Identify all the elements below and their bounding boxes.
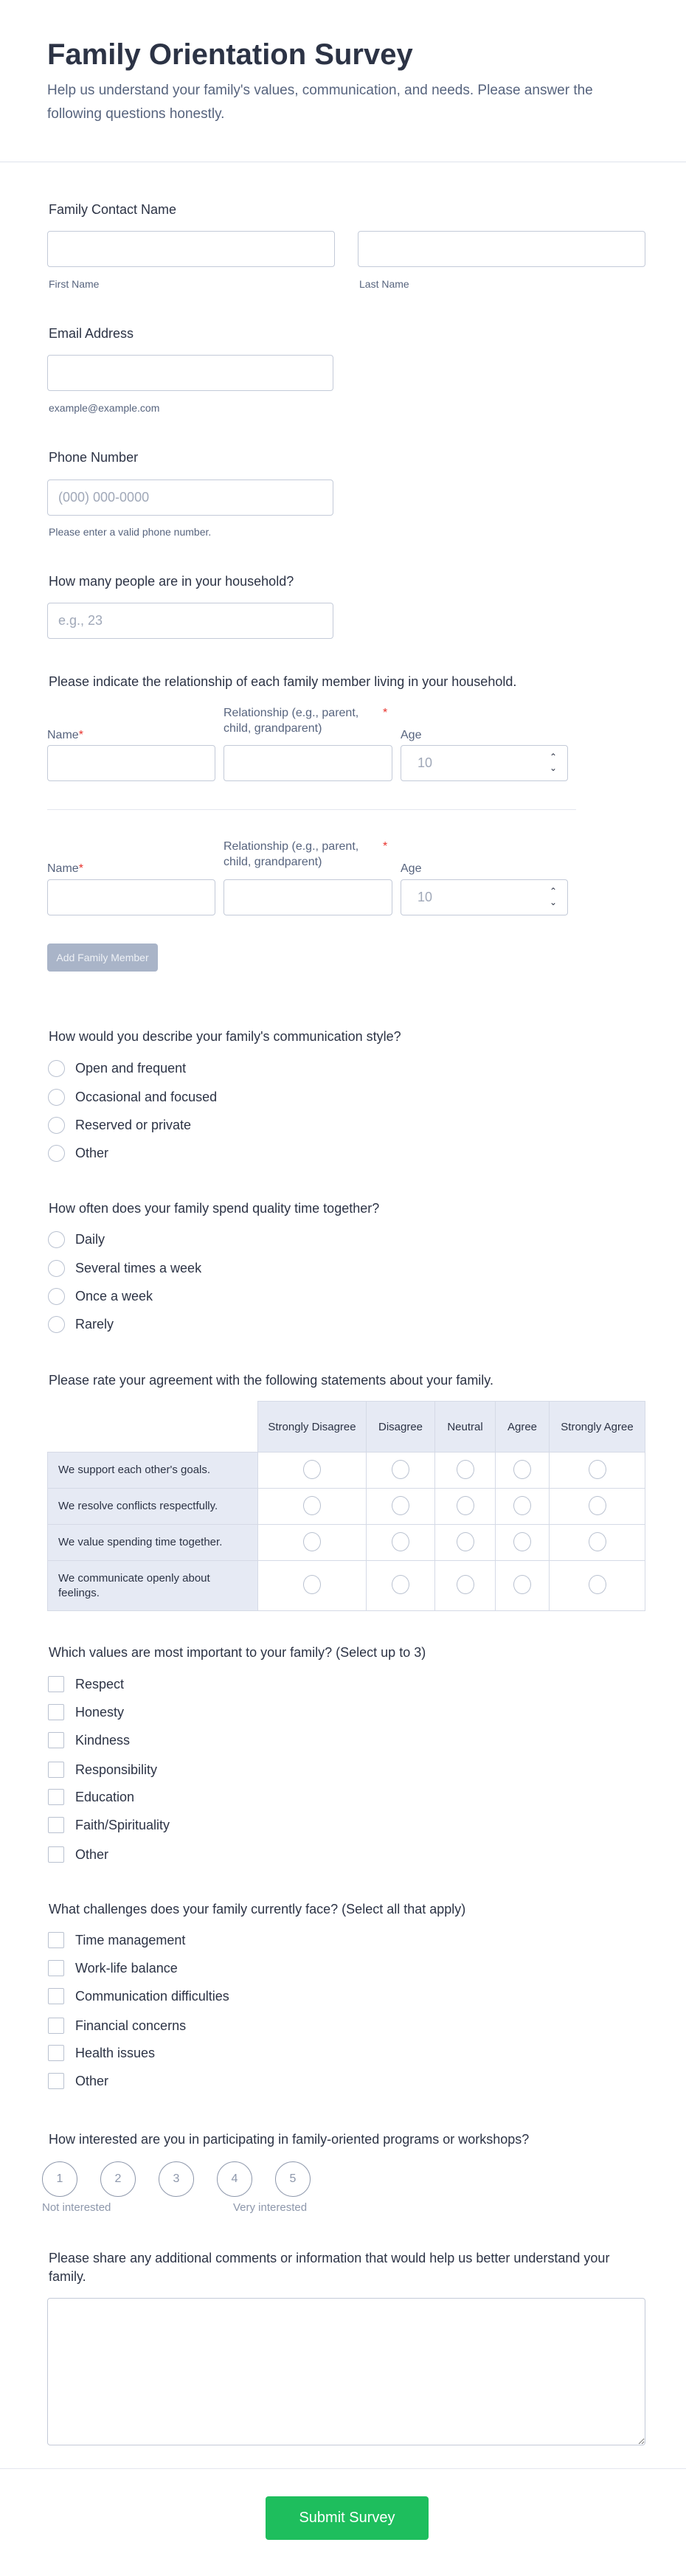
option-label: Reserved or private	[75, 1117, 192, 1132]
radio-icon[interactable]	[392, 1460, 409, 1479]
check-icon[interactable]	[48, 1704, 64, 1720]
matrix-cell[interactable]	[496, 1453, 550, 1489]
member-age-input[interactable]	[401, 745, 568, 781]
required-mark: *	[78, 862, 83, 875]
option-label: Rarely	[75, 1316, 114, 1332]
member-relationship-header	[224, 839, 397, 870]
communication-option[interactable]	[48, 1116, 191, 1134]
matrix-cell[interactable]	[496, 1561, 550, 1611]
option-label: Work-life balance	[75, 1960, 178, 1976]
option-label: Communication difficulties	[75, 1988, 229, 2004]
challenges-option[interactable]	[48, 1987, 229, 2005]
challenges-label: What challenges does your family currently face? (Select all that apply)	[49, 1902, 466, 1917]
check-icon[interactable]	[48, 1676, 64, 1692]
check-icon[interactable]	[48, 1932, 64, 1948]
challenges-option[interactable]	[48, 2072, 108, 2090]
submit-survey-button[interactable]: Submit Survey	[266, 2496, 429, 2540]
matrix-cell[interactable]	[367, 1525, 435, 1561]
values-option[interactable]	[48, 1675, 124, 1693]
matrix-cell[interactable]	[435, 1489, 496, 1525]
member-name-header	[47, 861, 83, 876]
last-name-input[interactable]	[358, 231, 645, 267]
radio-icon[interactable]	[48, 1089, 65, 1106]
scale-low-label: Not interested	[42, 2201, 111, 2214]
page-title: Family Orientation Survey	[47, 38, 413, 71]
matrix-row	[48, 1489, 645, 1525]
age-stepper-icon[interactable]: ⌃ ⌄	[549, 752, 557, 773]
option-label: Occasional and focused	[75, 1089, 218, 1104]
challenges-option[interactable]	[48, 2017, 186, 2035]
check-icon[interactable]	[48, 2073, 64, 2089]
matrix-row-label: We value spending time together.	[48, 1525, 258, 1561]
challenges-option[interactable]	[48, 1931, 185, 1949]
radio-icon[interactable]	[513, 1575, 531, 1594]
option-label: Open and frequent	[75, 1060, 187, 1076]
scale-option-5[interactable]: 5	[275, 2161, 311, 2197]
radio-icon[interactable]	[457, 1532, 474, 1551]
member-age-header: Age	[401, 862, 422, 875]
agreement-matrix	[47, 1401, 645, 1611]
option-label: Responsibility	[75, 1762, 158, 1777]
required-mark: *	[78, 729, 83, 741]
check-icon[interactable]	[48, 1762, 64, 1778]
email-helper: example@example.com	[49, 402, 160, 414]
radio-icon[interactable]	[589, 1496, 606, 1515]
members-label: Please indicate the relationship of each family member living in your household.	[49, 674, 517, 689]
radio-icon[interactable]	[48, 1231, 65, 1248]
option-label: Other	[75, 1145, 109, 1160]
option-label: Faith/Spirituality	[75, 1817, 170, 1832]
matrix-cell[interactable]	[550, 1561, 645, 1611]
check-icon[interactable]	[48, 1960, 64, 1976]
option-label: Other	[75, 1846, 109, 1862]
contact-name-label: Family Contact Name	[49, 202, 177, 217]
radio-icon[interactable]	[513, 1496, 531, 1515]
first-name-sublabel: First Name	[49, 278, 100, 290]
values-option[interactable]	[48, 1788, 134, 1806]
check-icon[interactable]	[48, 1789, 64, 1805]
matrix-cell[interactable]	[258, 1561, 367, 1611]
phone-label: Phone Number	[49, 450, 139, 465]
matrix-column-header: Agree	[496, 1402, 550, 1453]
radio-icon[interactable]	[48, 1260, 65, 1277]
age-stepper-icon[interactable]: ⌃ ⌄	[549, 886, 557, 907]
household-label: How many people are in your household?	[49, 574, 294, 589]
values-option[interactable]	[48, 1846, 108, 1863]
form-header	[0, 0, 686, 162]
scale-option-4[interactable]: 4	[217, 2161, 252, 2197]
radio-icon[interactable]	[303, 1496, 321, 1515]
age-placeholder: 10	[418, 755, 433, 770]
communication-option[interactable]	[48, 1059, 186, 1077]
radio-icon[interactable]	[48, 1060, 65, 1077]
matrix-cell[interactable]	[435, 1525, 496, 1561]
radio-icon[interactable]	[457, 1575, 474, 1594]
matrix-column-header: Neutral	[435, 1402, 496, 1453]
matrix-cell[interactable]	[496, 1489, 550, 1525]
age-placeholder: 10	[418, 890, 433, 904]
name-label: Name	[47, 729, 79, 741]
matrix-cell[interactable]	[258, 1453, 367, 1489]
quality-time-option[interactable]	[48, 1315, 114, 1333]
radio-icon[interactable]	[392, 1496, 409, 1515]
matrix-column-header: Disagree	[367, 1402, 435, 1453]
option-label: Other	[75, 2073, 109, 2088]
check-icon[interactable]	[48, 1846, 64, 1863]
matrix-cell[interactable]	[367, 1561, 435, 1611]
matrix-row	[48, 1525, 645, 1561]
check-icon[interactable]	[48, 1732, 64, 1748]
scale-option-3[interactable]: 3	[159, 2161, 194, 2197]
option-label: Respect	[75, 1676, 125, 1692]
option-label: Health issues	[75, 2045, 156, 2060]
member-name-input[interactable]	[47, 745, 215, 781]
quality-time-option[interactable]	[48, 1287, 153, 1305]
option-label: Several times a week	[75, 1260, 202, 1275]
challenges-option[interactable]	[48, 1959, 178, 1977]
radio-icon[interactable]	[48, 1316, 65, 1333]
matrix-row-label: We resolve conflicts respectfully.	[48, 1489, 258, 1525]
communication-option[interactable]	[48, 1144, 108, 1162]
add-family-member-button[interactable]: Add Family Member	[47, 944, 158, 972]
radio-icon[interactable]	[303, 1460, 321, 1479]
comments-textarea[interactable]	[47, 2298, 645, 2445]
option-label: Financial concerns	[75, 2018, 187, 2033]
matrix-column-header: Strongly Agree	[550, 1402, 645, 1453]
scale-option-2[interactable]: 2	[100, 2161, 136, 2197]
radio-icon[interactable]	[589, 1532, 606, 1551]
matrix-cell[interactable]	[550, 1525, 645, 1561]
option-label: Kindness	[75, 1732, 131, 1748]
scale-high-label: Very interested	[233, 2201, 308, 2214]
matrix-cell[interactable]	[367, 1453, 435, 1489]
option-label: Once a week	[75, 1288, 153, 1303]
page-subtitle: Help us understand your family's values, communication, and needs. Please answer the following questions honestly.	[47, 83, 593, 122]
relationship-label: Relationship (e.g., parent, child, grandparent)	[224, 707, 359, 735]
required-mark: *	[383, 840, 388, 853]
matrix-row	[48, 1453, 645, 1489]
email-label: Email Address	[49, 326, 134, 341]
phone-input[interactable]: (000) 000-0000	[47, 479, 333, 516]
radio-icon[interactable]	[303, 1532, 321, 1551]
challenges-option[interactable]	[48, 2044, 155, 2062]
quality-time-option[interactable]	[48, 1230, 105, 1248]
matrix-cell[interactable]	[367, 1489, 435, 1525]
member-name-input[interactable]	[47, 879, 215, 915]
values-option[interactable]	[48, 1731, 130, 1749]
quality-time-option[interactable]	[48, 1259, 201, 1277]
option-label: Education	[75, 1789, 135, 1804]
agreement-label: Please rate your agreement with the following statements about your family.	[49, 1373, 493, 1388]
option-label: Daily	[75, 1231, 105, 1247]
radio-icon[interactable]	[48, 1117, 65, 1134]
matrix-cell[interactable]	[258, 1525, 367, 1561]
member-relationship-input[interactable]	[224, 745, 392, 781]
required-mark: *	[383, 707, 388, 719]
email-input[interactable]	[47, 355, 333, 391]
radio-icon[interactable]	[392, 1575, 409, 1594]
matrix-cell[interactable]	[550, 1489, 645, 1525]
radio-icon[interactable]	[513, 1532, 531, 1551]
radio-icon[interactable]	[48, 1145, 65, 1162]
radio-icon[interactable]	[303, 1575, 321, 1594]
comments-label: Please share any additional comments or information that would help us better understand your family.	[49, 2251, 610, 2284]
values-option[interactable]	[48, 1761, 157, 1779]
member-age-input[interactable]	[401, 879, 568, 915]
matrix-cell[interactable]	[435, 1453, 496, 1489]
matrix-column-header: Strongly Disagree	[258, 1402, 367, 1453]
values-label: Which values are most important to your family? (Select up to 3)	[49, 1645, 426, 1660]
relationship-label: Relationship (e.g., parent, child, grandparent)	[224, 840, 359, 868]
quality-time-label: How often does your family spend quality time together?	[49, 1201, 380, 1216]
matrix-row	[48, 1561, 645, 1611]
matrix-cell[interactable]	[550, 1453, 645, 1489]
member-relationship-header	[224, 705, 397, 736]
name-label: Name	[47, 862, 79, 875]
matrix-corner	[48, 1402, 258, 1453]
footer-divider	[0, 2468, 686, 2469]
member-divider	[47, 809, 576, 810]
last-name-sublabel: Last Name	[359, 278, 409, 290]
interest-label: How interested are you in participating in family-oriented programs or workshops?	[49, 2132, 530, 2147]
first-name-input[interactable]	[47, 231, 335, 267]
communication-option[interactable]	[48, 1088, 217, 1106]
radio-icon[interactable]	[589, 1460, 606, 1479]
values-option[interactable]	[48, 1703, 124, 1721]
check-icon[interactable]	[48, 2018, 64, 2034]
member-relationship-input[interactable]	[224, 879, 392, 915]
values-option[interactable]	[48, 1816, 170, 1834]
member-age-header: Age	[401, 729, 422, 741]
radio-icon[interactable]	[513, 1460, 531, 1479]
matrix-row-label: We communicate openly about feelings.	[48, 1561, 258, 1611]
matrix-cell[interactable]	[496, 1525, 550, 1561]
matrix-row-label: We support each other's goals.	[48, 1453, 258, 1489]
radio-icon[interactable]	[48, 1288, 65, 1305]
scale-option-1[interactable]: 1	[42, 2161, 77, 2197]
check-icon[interactable]	[48, 2045, 64, 2061]
radio-icon[interactable]	[589, 1575, 606, 1594]
household-count-input[interactable]: e.g., 23	[47, 603, 333, 639]
matrix-cell[interactable]	[258, 1489, 367, 1525]
radio-icon[interactable]	[457, 1460, 474, 1479]
member-name-header	[47, 727, 83, 743]
check-icon[interactable]	[48, 1817, 64, 1833]
matrix-cell[interactable]	[435, 1561, 496, 1611]
radio-icon[interactable]	[457, 1496, 474, 1515]
option-label: Honesty	[75, 1704, 125, 1720]
check-icon[interactable]	[48, 1988, 64, 2004]
communication-label: How would you describe your family's communication style?	[49, 1029, 401, 1044]
radio-icon[interactable]	[392, 1532, 409, 1551]
phone-helper: Please enter a valid phone number.	[49, 526, 212, 538]
option-label: Time management	[75, 1932, 186, 1947]
